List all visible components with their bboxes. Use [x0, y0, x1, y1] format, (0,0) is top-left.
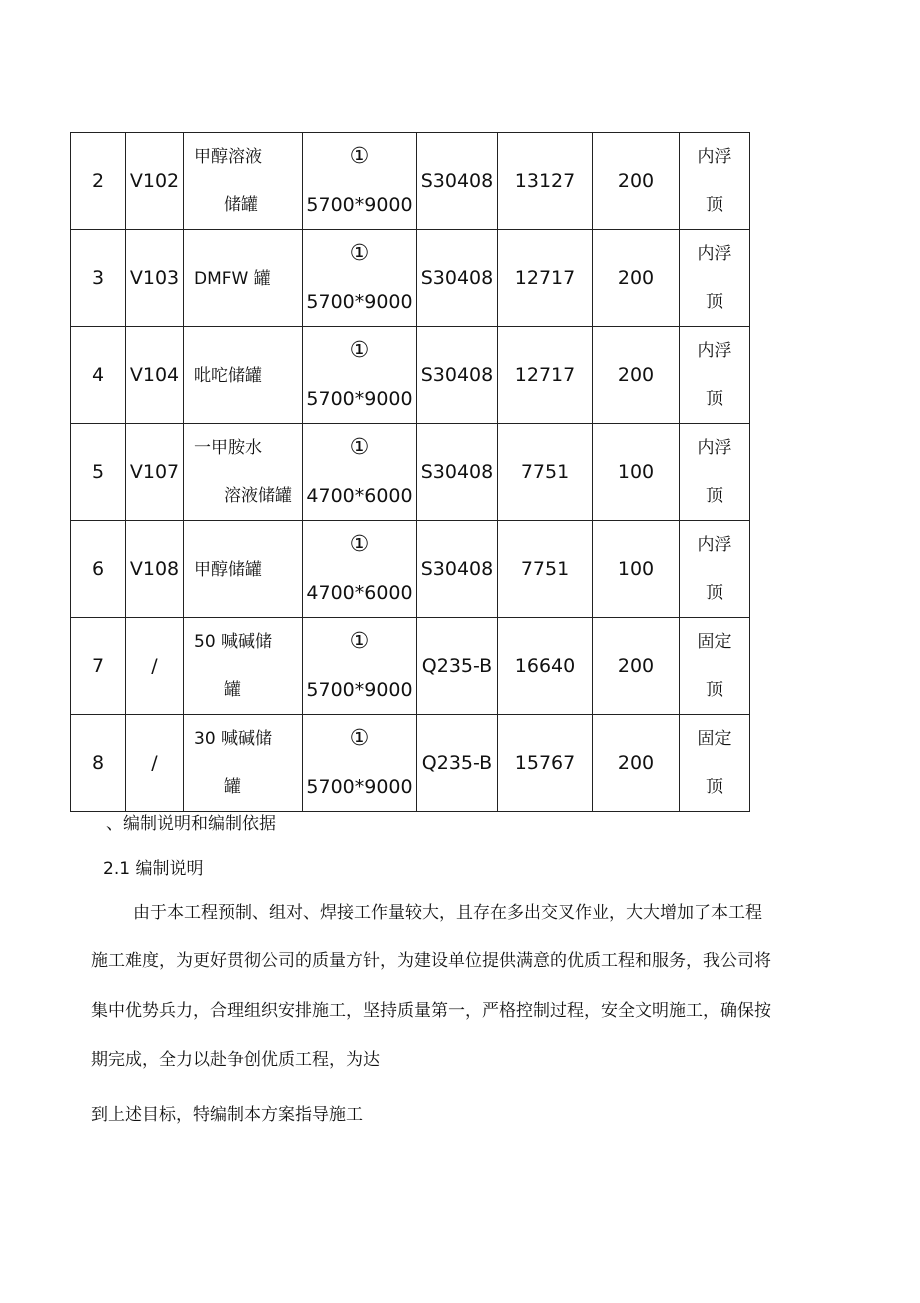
roof-type-cell [680, 230, 750, 327]
roof-type-line: 顶 [706, 389, 723, 409]
value-cell: 200 [593, 327, 680, 424]
value-cell: 200 [593, 715, 680, 812]
dimension-cell [303, 133, 417, 230]
tag-cell: V104 [126, 327, 184, 424]
dimension-value: 4700*6000 [306, 485, 413, 507]
tank-name-cell [184, 715, 303, 812]
table-row [71, 133, 750, 230]
roof-type-line: 顶 [706, 195, 723, 215]
roof-type-line: 内浮 [697, 341, 732, 361]
paragraph-line: 集中优势兵力，合理组织安排施工，坚持质量第一，严格控制过程，安全文明施工，确保按 [91, 1001, 771, 1021]
row-number-cell: 6 [71, 521, 126, 618]
roof-type-line: 内浮 [697, 244, 732, 264]
roof-type-cell [680, 715, 750, 812]
row-number-cell: 4 [71, 327, 126, 424]
tank-name-line: 50 喊碱储 [194, 632, 273, 652]
weight-cell: 12717 [498, 230, 593, 327]
paragraph-line: 由于本工程预制、组对、焊接工作量较大，且存在多出交叉作业，大大增加了本工程 [133, 903, 762, 923]
tank-name-line: 30 喊碱储 [194, 729, 273, 749]
subsection-heading: 2.1 编制说明 [103, 859, 204, 879]
weight-cell: 12717 [498, 327, 593, 424]
table-row [71, 424, 750, 521]
material-cell: S30408 [417, 424, 498, 521]
roof-type-line: 固定 [697, 729, 732, 749]
value-cell: 200 [593, 618, 680, 715]
tank-table-body [71, 133, 750, 812]
roof-type-line: 固定 [697, 632, 732, 652]
dimension-cell [303, 230, 417, 327]
tank-name-line: DMFW 罐 [194, 268, 271, 289]
tank-name-cell [184, 230, 303, 327]
weight-cell: 13127 [498, 133, 593, 230]
table-row [71, 715, 750, 812]
weight-cell: 7751 [498, 424, 593, 521]
paragraph-line: 期完成，全力以赴争创优质工程，为达 [91, 1050, 380, 1070]
roof-type-cell [680, 618, 750, 715]
dimension-cell [303, 327, 417, 424]
tank-name-line: 一甲胺水 [194, 438, 262, 458]
circled-one-icon: ① [349, 435, 370, 460]
tag-cell: / [126, 618, 184, 715]
material-cell: Q235-B [417, 715, 498, 812]
roof-type-line: 顶 [706, 680, 723, 700]
row-number-cell: 3 [71, 230, 126, 327]
row-number-cell: 7 [71, 618, 126, 715]
roof-type-line: 顶 [706, 486, 723, 506]
dimension-value: 5700*9000 [306, 679, 413, 701]
roof-type-cell [680, 327, 750, 424]
circled-one-icon: ① [349, 338, 370, 363]
tank-name-line: 溶液储罐 [224, 486, 292, 506]
dimension-value: 5700*9000 [306, 291, 413, 313]
row-number-cell: 2 [71, 133, 126, 230]
tag-cell: V103 [126, 230, 184, 327]
value-cell: 200 [593, 230, 680, 327]
roof-type-line: 内浮 [697, 147, 732, 167]
material-cell: S30408 [417, 327, 498, 424]
tag-cell: V107 [126, 424, 184, 521]
tank-name-line: 甲醇储罐 [194, 559, 262, 580]
table-row [71, 230, 750, 327]
table-row [71, 327, 750, 424]
value-cell: 200 [593, 133, 680, 230]
roof-type-line: 顶 [706, 292, 723, 312]
tag-cell: V108 [126, 521, 184, 618]
tank-name-line: 吡咜储罐 [194, 365, 262, 386]
weight-cell: 7751 [498, 521, 593, 618]
row-number-cell: 8 [71, 715, 126, 812]
dimension-cell [303, 715, 417, 812]
value-cell: 100 [593, 424, 680, 521]
paragraph-line: 到上述目标，特编制本方案指导施工 [91, 1105, 363, 1125]
tank-name-cell [184, 618, 303, 715]
dimension-cell [303, 424, 417, 521]
tag-cell: V102 [126, 133, 184, 230]
tank-spec-table [70, 132, 750, 812]
dimension-cell [303, 618, 417, 715]
tank-name-cell [184, 424, 303, 521]
section-heading: 、编制说明和编制依据 [106, 814, 276, 834]
tank-name-line: 罐 [224, 777, 241, 797]
weight-cell: 15767 [498, 715, 593, 812]
material-cell: S30408 [417, 230, 498, 327]
circled-one-icon: ① [349, 726, 370, 751]
tag-cell: / [126, 715, 184, 812]
tank-name-line: 罐 [224, 680, 241, 700]
dimension-value: 5700*9000 [306, 776, 413, 798]
dimension-value: 5700*9000 [306, 388, 413, 410]
circled-one-icon: ① [349, 241, 370, 266]
value-cell: 100 [593, 521, 680, 618]
roof-type-line: 内浮 [697, 438, 732, 458]
roof-type-cell [680, 521, 750, 618]
roof-type-line: 顶 [706, 777, 723, 797]
material-cell: S30408 [417, 521, 498, 618]
tank-name-line: 储罐 [224, 195, 258, 215]
circled-one-icon: ① [349, 144, 370, 169]
dimension-cell [303, 521, 417, 618]
tank-name-line: 甲醇溶液 [194, 147, 262, 167]
dimension-value: 4700*6000 [306, 582, 413, 604]
weight-cell: 16640 [498, 618, 593, 715]
row-number-cell: 5 [71, 424, 126, 521]
tank-name-cell [184, 133, 303, 230]
roof-type-line: 顶 [706, 583, 723, 603]
roof-type-cell [680, 133, 750, 230]
table-row [71, 618, 750, 715]
circled-one-icon: ① [349, 532, 370, 557]
roof-type-line: 内浮 [697, 535, 732, 555]
material-cell: Q235-B [417, 618, 498, 715]
paragraph-line: 施工难度，为更好贯彻公司的质量方针，为建设单位提供满意的优质工程和服务，我公司将 [91, 951, 771, 971]
tank-name-cell [184, 521, 303, 618]
table-row [71, 521, 750, 618]
circled-one-icon: ① [349, 629, 370, 654]
dimension-value: 5700*9000 [306, 194, 413, 216]
roof-type-cell [680, 424, 750, 521]
material-cell: S30408 [417, 133, 498, 230]
tank-name-cell [184, 327, 303, 424]
